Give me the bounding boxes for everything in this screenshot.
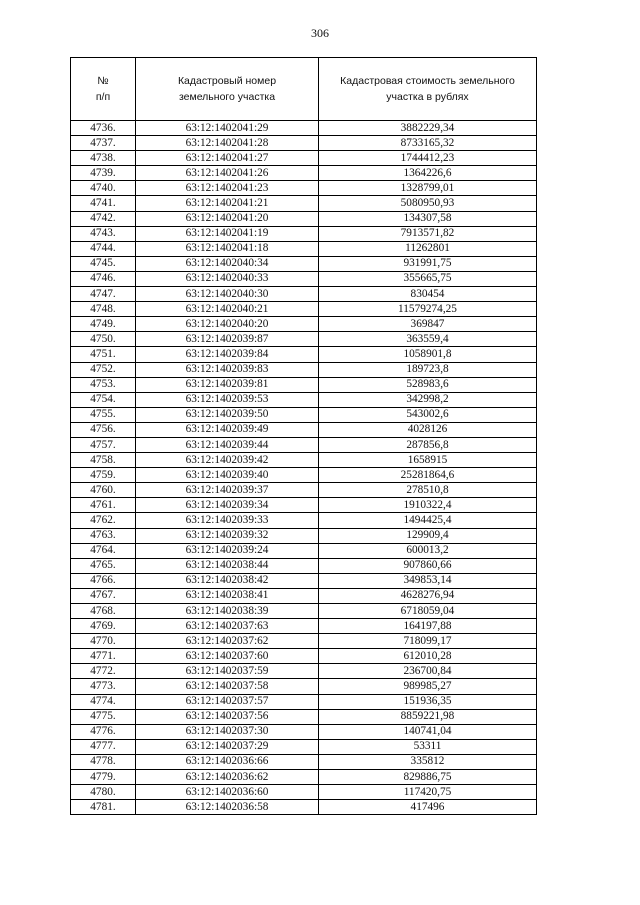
- row-number: 4760.: [71, 483, 136, 498]
- cadastral-value: 1658915: [319, 453, 537, 468]
- row-number: 4781.: [71, 800, 136, 815]
- table-body: [71, 121, 537, 815]
- header-cadastral-value: [319, 58, 537, 121]
- table-header-row: [71, 58, 537, 121]
- row-number: 4751.: [71, 347, 136, 362]
- cadastral-number: 63:12:1402040:30: [136, 287, 319, 302]
- table-row: [71, 709, 537, 724]
- header-value-line-2: участка в рублях: [386, 91, 469, 103]
- cadastral-number: 63:12:1402041:23: [136, 181, 319, 196]
- table-row: [71, 407, 537, 422]
- row-number: 4761.: [71, 498, 136, 513]
- cadastral-number: 63:12:1402037:58: [136, 679, 319, 694]
- cadastral-value: 5080950,93: [319, 196, 537, 211]
- cadastral-number: 63:12:1402038:44: [136, 558, 319, 573]
- cadastral-value: 151936,35: [319, 694, 537, 709]
- row-number: 4775.: [71, 709, 136, 724]
- row-number: 4769.: [71, 619, 136, 634]
- row-number: 4764.: [71, 543, 136, 558]
- cadastral-value: 140741,04: [319, 724, 537, 739]
- cadastral-number: 63:12:1402036:66: [136, 754, 319, 769]
- table-row: [71, 362, 537, 377]
- row-number: 4756.: [71, 422, 136, 437]
- row-number: 4759.: [71, 468, 136, 483]
- table-row: [71, 604, 537, 619]
- row-number: 4750.: [71, 332, 136, 347]
- table-row: [71, 573, 537, 588]
- cadastral-value: 600013,2: [319, 543, 537, 558]
- table-row: [71, 256, 537, 271]
- cadastral-number: 63:12:1402039:42: [136, 453, 319, 468]
- cadastral-number: 63:12:1402038:41: [136, 588, 319, 603]
- header-number-line-2: п/п: [95, 91, 111, 103]
- row-number: 4745.: [71, 256, 136, 271]
- cadastral-number: 63:12:1402039:50: [136, 407, 319, 422]
- table-row: [71, 196, 537, 211]
- table-row: [71, 800, 537, 815]
- table-row: [71, 785, 537, 800]
- row-number: 4779.: [71, 770, 136, 785]
- row-number: 4749.: [71, 317, 136, 332]
- table-row: [71, 377, 537, 392]
- row-number: 4746.: [71, 271, 136, 286]
- cadastral-number: 63:12:1402039:32: [136, 528, 319, 543]
- cadastral-number: 63:12:1402039:37: [136, 483, 319, 498]
- cadastral-number: 63:12:1402041:19: [136, 226, 319, 241]
- table-row: [71, 558, 537, 573]
- table-row: [71, 347, 537, 362]
- cadastral-value: 8859221,98: [319, 709, 537, 724]
- table-row: [71, 498, 537, 513]
- row-number: 4748.: [71, 302, 136, 317]
- cadastral-number: 63:12:1402039:84: [136, 347, 319, 362]
- row-number: 4755.: [71, 407, 136, 422]
- cadastral-value: 134307,58: [319, 211, 537, 226]
- cadastral-value: 1744412,23: [319, 151, 537, 166]
- table-row: [71, 241, 537, 256]
- row-number: 4777.: [71, 739, 136, 754]
- table-row: [71, 754, 537, 769]
- cadastral-value: 1328799,01: [319, 181, 537, 196]
- row-number: 4771.: [71, 649, 136, 664]
- cadastral-number: 63:12:1402041:18: [136, 241, 319, 256]
- cadastral-value: 6718059,04: [319, 604, 537, 619]
- table-row: [71, 634, 537, 649]
- cadastral-value: 189723,8: [319, 362, 537, 377]
- cadastral-value: 417496: [319, 800, 537, 815]
- cadastral-value: 7913571,82: [319, 226, 537, 241]
- row-number: 4757.: [71, 437, 136, 452]
- cadastral-value: 612010,28: [319, 649, 537, 664]
- cadastral-number: 63:12:1402039:81: [136, 377, 319, 392]
- cadastral-number: 63:12:1402040:34: [136, 256, 319, 271]
- table-row: [71, 649, 537, 664]
- cadastral-value: 25281864,6: [319, 468, 537, 483]
- row-number: 4767.: [71, 588, 136, 603]
- cadastral-number: 63:12:1402039:24: [136, 543, 319, 558]
- row-number: 4762.: [71, 513, 136, 528]
- table-row: [71, 543, 537, 558]
- cadastral-number: 63:12:1402039:44: [136, 437, 319, 452]
- cadastral-value: 363559,4: [319, 332, 537, 347]
- cadastral-number: 63:12:1402038:39: [136, 604, 319, 619]
- table-row: [71, 422, 537, 437]
- cadastral-value: 718099,17: [319, 634, 537, 649]
- table-row: [71, 468, 537, 483]
- row-number: 4739.: [71, 166, 136, 181]
- page-number: 306: [311, 26, 329, 40]
- table-row: [71, 392, 537, 407]
- row-number: 4773.: [71, 679, 136, 694]
- cadastral-value: 349853,14: [319, 573, 537, 588]
- cadastral-value: 11262801: [319, 241, 537, 256]
- cadastral-number: 63:12:1402041:20: [136, 211, 319, 226]
- cadastral-number: 63:12:1402039:83: [136, 362, 319, 377]
- cadastral-number: 63:12:1402038:42: [136, 573, 319, 588]
- cadastral-value: 989985,27: [319, 679, 537, 694]
- cadastral-number: 63:12:1402041:29: [136, 121, 319, 136]
- cadastral-number: 63:12:1402037:63: [136, 619, 319, 634]
- cadastral-value: 543002,6: [319, 407, 537, 422]
- cadastral-number: 63:12:1402037:29: [136, 739, 319, 754]
- row-number: 4754.: [71, 392, 136, 407]
- table-row: [71, 453, 537, 468]
- row-number: 4774.: [71, 694, 136, 709]
- table-row: [71, 166, 537, 181]
- row-number: 4768.: [71, 604, 136, 619]
- table-row: [71, 483, 537, 498]
- row-number: 4770.: [71, 634, 136, 649]
- cadastral-value: 907860,66: [319, 558, 537, 573]
- row-number: 4763.: [71, 528, 136, 543]
- cadastral-value: 8733165,32: [319, 136, 537, 151]
- header-cadastral-number: [136, 58, 319, 121]
- table-row: [71, 770, 537, 785]
- table-row: [71, 226, 537, 241]
- cadastral-number: 63:12:1402037:59: [136, 664, 319, 679]
- table-row: [71, 528, 537, 543]
- cadastral-number: 63:12:1402041:26: [136, 166, 319, 181]
- table-row: [71, 513, 537, 528]
- header-cadastral-line-1: Кадастровый номер: [177, 75, 277, 87]
- cadastral-number: 63:12:1402039:33: [136, 513, 319, 528]
- cadastral-value: 1494425,4: [319, 513, 537, 528]
- header-number: [71, 58, 136, 121]
- cadastral-value: 1058901,8: [319, 347, 537, 362]
- row-number: 4736.: [71, 121, 136, 136]
- row-number: 4744.: [71, 241, 136, 256]
- table-row: [71, 181, 537, 196]
- cadastral-number: 63:12:1402037:60: [136, 649, 319, 664]
- table-row: [71, 121, 537, 136]
- cadastral-number: 63:12:1402040:33: [136, 271, 319, 286]
- row-number: 4765.: [71, 558, 136, 573]
- cadastral-value: 287856,8: [319, 437, 537, 452]
- cadastral-value: 278510,8: [319, 483, 537, 498]
- cadastral-number: 63:12:1402040:21: [136, 302, 319, 317]
- cadastral-number: 63:12:1402041:27: [136, 151, 319, 166]
- table-row: [71, 679, 537, 694]
- table-row: [71, 271, 537, 286]
- table-row: [71, 664, 537, 679]
- cadastral-value: 4028126: [319, 422, 537, 437]
- cadastral-value: 4628276,94: [319, 588, 537, 603]
- cadastral-value: 355665,75: [319, 271, 537, 286]
- table-row: [71, 724, 537, 739]
- table-row: [71, 151, 537, 166]
- row-number: 4737.: [71, 136, 136, 151]
- cadastral-value: 164197,88: [319, 619, 537, 634]
- cadastral-number: 63:12:1402036:58: [136, 800, 319, 815]
- header-number-line-1: №: [97, 75, 109, 87]
- cadastral-number: 63:12:1402036:60: [136, 785, 319, 800]
- cadastral-number: 63:12:1402036:62: [136, 770, 319, 785]
- table-row: [71, 437, 537, 452]
- table-row: [71, 739, 537, 754]
- cadastral-value: 830454: [319, 287, 537, 302]
- row-number: 4778.: [71, 754, 136, 769]
- cadastral-value: 11579274,25: [319, 302, 537, 317]
- table-row: [71, 287, 537, 302]
- cadastral-number: 63:12:1402039:87: [136, 332, 319, 347]
- row-number: 4738.: [71, 151, 136, 166]
- row-number: 4742.: [71, 211, 136, 226]
- cadastral-value: 369847: [319, 317, 537, 332]
- cadastral-value: 53311: [319, 739, 537, 754]
- row-number: 4747.: [71, 287, 136, 302]
- cadastral-number: 63:12:1402039:49: [136, 422, 319, 437]
- table-row: [71, 302, 537, 317]
- cadastral-value: 335812: [319, 754, 537, 769]
- cadastral-number: 63:12:1402037:30: [136, 724, 319, 739]
- row-number: 4752.: [71, 362, 136, 377]
- table-row: [71, 211, 537, 226]
- row-number: 4776.: [71, 724, 136, 739]
- cadastral-number: 63:12:1402039:53: [136, 392, 319, 407]
- cadastral-value: 342998,2: [319, 392, 537, 407]
- cadastral-value: 1364226,6: [319, 166, 537, 181]
- row-number: 4772.: [71, 664, 136, 679]
- row-number: 4766.: [71, 573, 136, 588]
- row-number: 4741.: [71, 196, 136, 211]
- cadastral-number: 63:12:1402039:34: [136, 498, 319, 513]
- row-number: 4753.: [71, 377, 136, 392]
- table-row: [71, 619, 537, 634]
- cadastral-value: 528983,6: [319, 377, 537, 392]
- row-number: 4758.: [71, 453, 136, 468]
- header-value-line-1: Кадастровая стоимость земельного: [340, 75, 515, 87]
- cadastral-value: 117420,75: [319, 785, 537, 800]
- cadastral-number: 63:12:1402039:40: [136, 468, 319, 483]
- cadastral-value: 1910322,4: [319, 498, 537, 513]
- cadastral-number: 63:12:1402037:62: [136, 634, 319, 649]
- cadastral-number: 63:12:1402041:28: [136, 136, 319, 151]
- row-number: 4740.: [71, 181, 136, 196]
- table-row: [71, 332, 537, 347]
- cadastral-value-table: [70, 57, 537, 815]
- cadastral-value: 931991,75: [319, 256, 537, 271]
- table-row: [71, 694, 537, 709]
- cadastral-number: 63:12:1402037:57: [136, 694, 319, 709]
- table-row: [71, 136, 537, 151]
- cadastral-number: 63:12:1402037:56: [136, 709, 319, 724]
- cadastral-value: 829886,75: [319, 770, 537, 785]
- cadastral-value: 3882229,34: [319, 121, 537, 136]
- cadastral-number: 63:12:1402041:21: [136, 196, 319, 211]
- table-row: [71, 317, 537, 332]
- cadastral-number: 63:12:1402040:20: [136, 317, 319, 332]
- row-number: 4780.: [71, 785, 136, 800]
- header-cadastral-line-2: земельного участка: [178, 91, 276, 103]
- table-row: [71, 588, 537, 603]
- cadastral-value: 129909,4: [319, 528, 537, 543]
- cadastral-value: 236700,84: [319, 664, 537, 679]
- row-number: 4743.: [71, 226, 136, 241]
